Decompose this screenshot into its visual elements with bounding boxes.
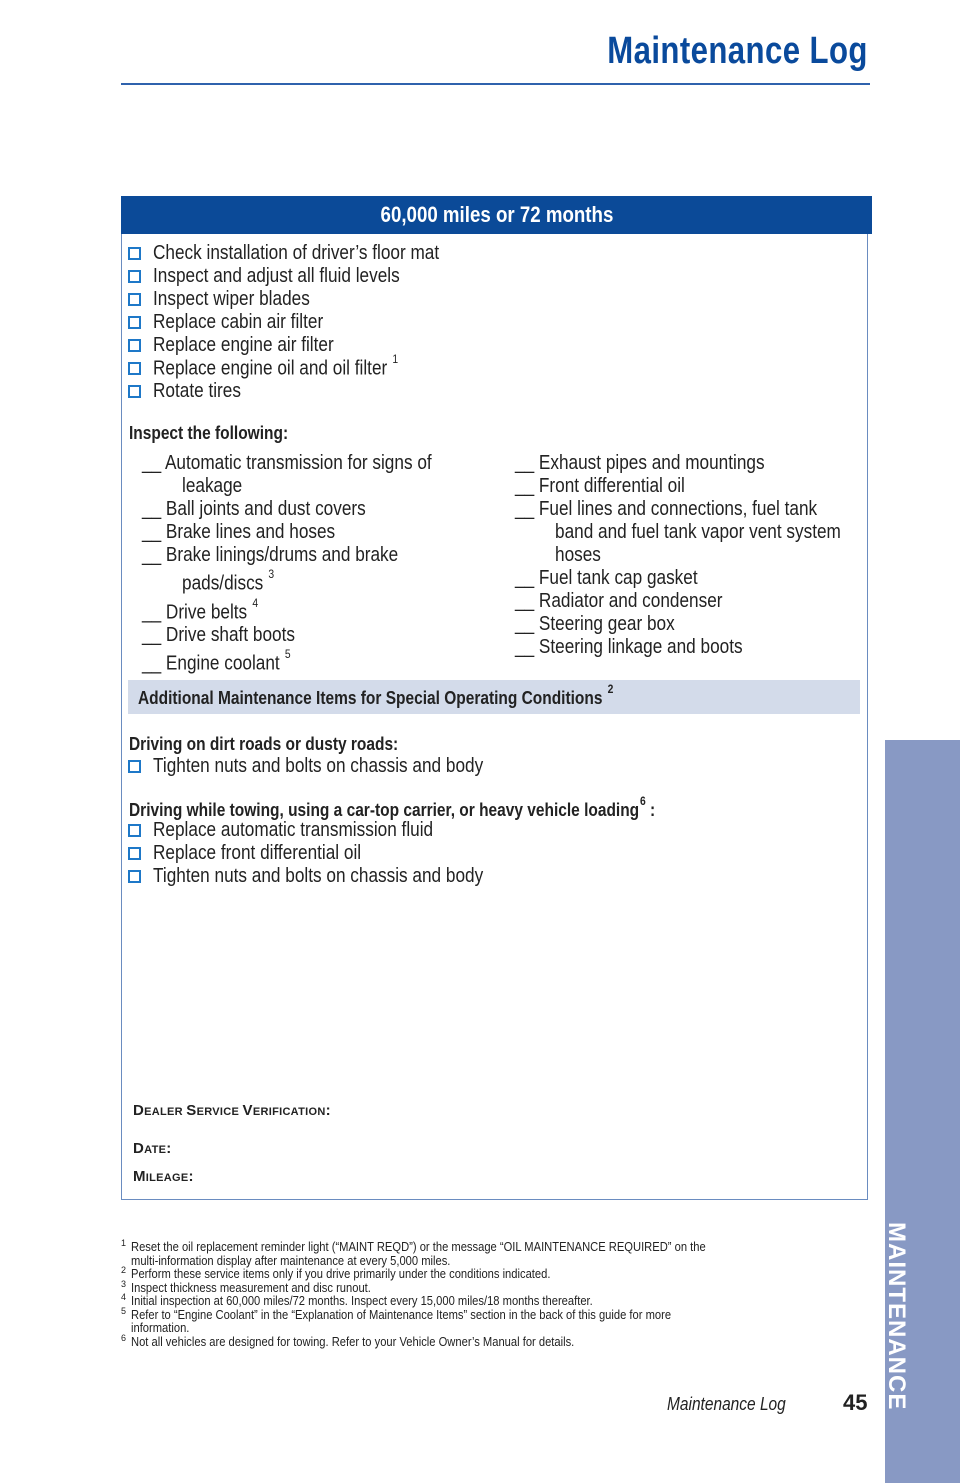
towing-checklist <box>128 819 537 888</box>
checklist-item-label: Inspect wiper blades <box>153 288 310 310</box>
inspect-item-text: __ Fuel lines and connections, fuel tank <box>515 498 818 520</box>
inspect-item <box>515 590 887 613</box>
footnote-number: 4 <box>121 1292 127 1302</box>
inspect-item-text: __ Steering gear box <box>515 613 675 635</box>
footnote-ref: 3 <box>268 567 275 581</box>
footnote <box>121 1240 881 1267</box>
service-checklist <box>128 242 486 403</box>
inspect-item-text: pads/discs <box>182 572 264 595</box>
footnote-number: 2 <box>121 1265 127 1275</box>
checklist-item <box>128 334 486 357</box>
footnote <box>121 1278 881 1295</box>
checklist-item <box>128 311 486 334</box>
towing-heading: Driving while towing, using a car-top carrier, or heavy vehicle loading$^6$ : <box>129 794 656 820</box>
footer-section-label: Maintenance Log <box>667 1394 786 1414</box>
box-heading <box>121 196 872 234</box>
inspect-item-text: __ Automatic transmission for signs of <box>142 452 432 474</box>
footnote-number: 5 <box>121 1305 127 1316</box>
checklist-item-label: Tighten nuts and bolts on chassis and body <box>153 865 484 887</box>
inspect-item <box>515 636 887 659</box>
footnote-number: 3 <box>121 1278 127 1289</box>
footnote-text: Perform these service items only if you drive primarily under the conditions indicated. <box>131 1266 551 1281</box>
checkbox-icon[interactable] <box>128 247 141 260</box>
checkbox-icon[interactable] <box>128 293 141 306</box>
footnote-ref: 5 <box>284 647 291 662</box>
inspect-item-text: __ Exhaust pipes and mountings <box>515 452 765 474</box>
footnote-text: multi-information display after maintenance at every 5,000 miles. <box>131 1252 451 1268</box>
checkbox-icon[interactable] <box>128 316 141 329</box>
checklist-item <box>128 265 486 288</box>
checklist-item <box>128 755 537 778</box>
footnote-text: Reset the oil replacement reminder light (“MAINT REQD”) or the message “OIL MAINTENANCE REQUIRED” on the <box>131 1239 706 1254</box>
inspect-item <box>515 567 887 590</box>
inspect-item-text: band and fuel tank vapor vent system <box>555 521 841 543</box>
checkbox-icon[interactable] <box>128 339 141 352</box>
footnote-number: 1 <box>121 1238 127 1248</box>
inspect-item <box>515 498 887 567</box>
checkbox-icon[interactable] <box>128 270 141 283</box>
inspect-list-right <box>515 452 887 659</box>
inspect-item-text: __ Drive shaft boots <box>142 624 295 647</box>
box-heading-text: 60,000 miles or 72 months <box>380 202 613 227</box>
checklist-item-label: Replace engine oil and oil filter <box>153 357 388 380</box>
inspect-item <box>142 452 479 498</box>
inspect-item <box>142 624 479 647</box>
inspect-item <box>142 498 479 521</box>
checkbox-icon[interactable] <box>128 760 141 773</box>
checklist-item-label: Replace engine air filter <box>153 334 334 356</box>
checklist-item <box>128 842 537 865</box>
footnote-ref: 4 <box>252 595 259 610</box>
additional-maintenance-band <box>128 680 860 714</box>
inspect-item-text: __ Radiator and condenser <box>515 590 723 612</box>
checkbox-icon[interactable] <box>128 362 141 375</box>
checkbox-icon[interactable] <box>128 847 141 860</box>
inspect-heading: Inspect the following: <box>129 423 289 443</box>
additional-maintenance-heading: Additional Maintenance Items for Special Operating Conditions $^2$ <box>138 681 614 708</box>
checkbox-icon[interactable] <box>128 824 141 837</box>
side-tab-label: MAINTENANCE <box>883 1222 910 1411</box>
footnotes <box>121 1240 881 1348</box>
mileage-label: MILEAGE: <box>133 1168 194 1185</box>
footnote-text: Initial inspection at 60,000 miles/72 months. Inspect every 15,000 miles/18 months thereafter. <box>131 1293 593 1308</box>
dealer-service-verification-label: DEALER SERVICE VERIFICATION: <box>133 1102 331 1119</box>
inspect-item-text: __ Fuel tank cap gasket <box>515 567 698 589</box>
page-number: 45 <box>843 1390 868 1415</box>
footnote <box>121 1267 881 1281</box>
checklist-item <box>128 819 537 842</box>
checklist-item <box>128 352 486 380</box>
inspect-item-text: hoses <box>555 544 601 566</box>
checklist-item-label: Tighten nuts and bolts on chassis and body <box>153 755 484 777</box>
checkbox-icon[interactable] <box>128 385 141 398</box>
footnote <box>121 1294 881 1308</box>
footnote-text: Inspect thickness measurement and disc runout. <box>131 1279 371 1295</box>
dirt-roads-heading: Driving on dirt roads or dusty roads: <box>129 734 399 754</box>
title-divider <box>121 83 870 85</box>
inspect-list-left <box>142 452 479 676</box>
checklist-item-label: Replace front differential oil <box>153 842 362 864</box>
inspect-item-text: __ Ball joints and dust covers <box>142 498 366 520</box>
dirt-roads-checklist <box>128 755 537 778</box>
footnote-text: information. <box>131 1320 190 1335</box>
inspect-item-text: __ Front differential oil <box>515 475 685 497</box>
footnote-ref: 1 <box>392 352 399 367</box>
checkbox-icon[interactable] <box>128 870 141 883</box>
inspect-item-text: __ Engine coolant <box>142 652 280 675</box>
inspect-item-text: __ Brake lines and hoses <box>142 521 336 543</box>
inspect-item <box>142 596 479 625</box>
page-title: Maintenance Log <box>607 30 868 72</box>
date-label: DATE: <box>133 1140 172 1157</box>
inspect-item-text: __ Drive belts <box>142 601 248 624</box>
checklist-item-label: Check installation of driver’s floor mat <box>153 242 440 264</box>
footnote <box>121 1305 881 1335</box>
footnote <box>121 1332 881 1349</box>
footnote-number: 6 <box>121 1332 127 1343</box>
footnote-text: Refer to “Engine Coolant” in the “Explanation of Maintenance Items” section in the back of this guide for more <box>131 1306 672 1322</box>
inspect-item <box>142 521 479 544</box>
inspect-item-text: leakage <box>182 475 243 497</box>
checklist-item-label: Replace cabin air filter <box>153 311 324 333</box>
checklist-item <box>128 865 537 888</box>
checklist-item-label: Rotate tires <box>153 380 241 402</box>
checklist-item <box>128 380 486 403</box>
inspect-item <box>515 475 887 498</box>
inspect-item-text: __ Steering linkage and boots <box>515 636 743 658</box>
checklist-item <box>128 242 486 265</box>
inspect-item <box>142 544 479 596</box>
inspect-item-text: __ Brake linings/drums and brake <box>142 544 399 566</box>
checklist-item-label: Replace automatic transmission fluid <box>153 819 434 841</box>
checklist-item-label: Inspect and adjust all fluid levels <box>153 265 400 287</box>
inspect-item <box>515 452 887 475</box>
inspect-item <box>142 647 479 676</box>
inspect-item <box>515 613 887 636</box>
checklist-item <box>128 288 486 311</box>
footnote-text: Not all vehicles are designed for towing. Refer to your Vehicle Owner’s Manual for details. <box>131 1333 575 1349</box>
